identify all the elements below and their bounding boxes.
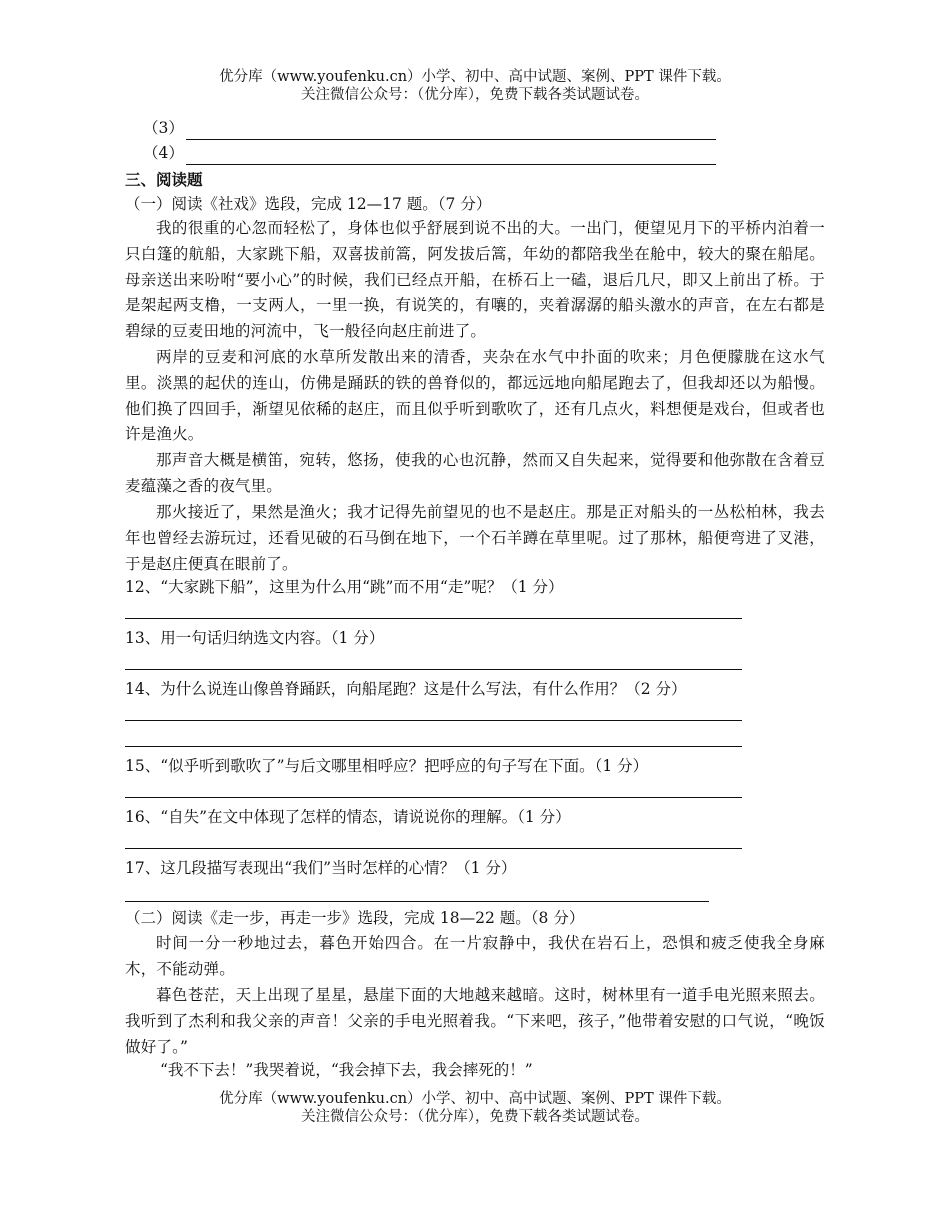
- page-header: [0, 68, 950, 104]
- question-12: 12、“大家跳下船”，这里为什么用“跳”而不用“走”呢？（1 分）: [125, 578, 564, 596]
- header-line-2: 关注微信公众号：（优分库），免费下载各类试题试卷。: [301, 87, 649, 103]
- answer-line[interactable]: [125, 618, 742, 619]
- footer-line-1: 优分库（www.youfenku.cn）小学、初中、高中试题、案例、PPT 课件下载。: [219, 1091, 731, 1107]
- page-footer: [0, 1090, 950, 1126]
- passage-paragraph: 我的很重的心忽而轻松了，身体也似乎舒展到说不出的大。一出门，便望见月下的平桥内泊着一只白篷的航船，大家跳下船，双喜拔前篙，阿发拔后篙，年幼的都陪我坐在舱中，较大的聚在船尾。母亲送出来吩咐“要小心”的时候，我们已经点开船，在桥石上一磕，退后几尺，即又上前出了桥。于是架起两支橹，一支两人，一里一换，有说笑的，有嚷的，夹着潺潺的船头激水的声音，在左右都是碧绿的豆麦田地的河流中，飞一般径向赵庄前进了。: [125, 219, 825, 341]
- blank-underline: [186, 147, 716, 165]
- question-13: 13、用一句话归纳选文内容。（1 分）: [125, 629, 385, 647]
- header-line-1: 优分库（www.youfenku.cn）小学、初中、高中试题、案例、PPT 课件下载。: [219, 69, 731, 85]
- answer-blank-4[interactable]: [143, 141, 716, 165]
- passage-paragraph: 那声音大概是横笛，宛转，悠扬，使我的心也沉静，然而又自失起来，觉得要和他弥散在含着豆麦蕴藻之香的夜气里。: [125, 451, 825, 495]
- question-16: 16、“自失”在文中体现了怎样的情态，请说说你的理解。（1 分）: [125, 808, 571, 826]
- part2-intro: （二）阅读《走一步，再走一步》选段，完成 18—22 题。（8 分）: [125, 909, 585, 927]
- passage-paragraph: 那火接近了，果然是渔火；我才记得先前望见的也不是赵庄。那是正对船头的一丛松柏林，我去年也曾经去游玩过，还看见破的石马倒在地下，一个石羊蹲在草里呢。过了那林，船便弯进了叉港，于是赵庄便真在眼前了。: [125, 503, 825, 573]
- blank-label: （4）: [143, 144, 184, 162]
- part1-intro: （一）阅读《社戏》选段，完成 12—17 题。（7 分）: [125, 195, 492, 213]
- answer-line[interactable]: [125, 669, 742, 670]
- section-title: 三、阅读题: [125, 171, 203, 189]
- answer-line[interactable]: [125, 797, 742, 798]
- question-15: 15、“似乎听到歌吹了”与后文哪里相呼应？把呼应的句子写在下面。（1 分）: [125, 757, 649, 775]
- answer-line[interactable]: [125, 720, 742, 721]
- answer-line[interactable]: [125, 746, 742, 747]
- blank-label: （3）: [143, 119, 184, 137]
- answer-line[interactable]: [125, 848, 742, 849]
- answer-blank-3[interactable]: [143, 116, 716, 140]
- footer-line-2: 关注微信公众号：（优分库），免费下载各类试题试卷。: [301, 1109, 649, 1125]
- passage-paragraph: 时间一分一秒地过去，暮色开始四合。在一片寂静中，我伏在岩石上，恐惧和疲乏使我全身麻木，不能动弹。: [125, 934, 825, 978]
- blank-underline: [186, 122, 716, 140]
- question-17: 17、这几段描写表现出“我们”当时怎样的心情？（1 分）: [125, 859, 517, 877]
- answer-line[interactable]: [125, 901, 709, 902]
- question-14: 14、为什么说连山像兽脊踊跃，向船尾跑？这是什么写法，有什么作用？（2 分）: [125, 680, 687, 698]
- dialog-line: “我不下去！”我哭着说，“我会掉下去，我会摔死的！”: [160, 1061, 533, 1079]
- passage-paragraph: 两岸的豆麦和河底的水草所发散出来的清香，夹杂在水气中扑面的吹来；月色便朦胧在这水气里。淡黑的起伏的连山，仿佛是踊跃的铁的兽脊似的，都远远地向船尾跑去了，但我却还以为船慢。他们换了四回手，渐望见依稀的赵庄，而且似乎听到歌吹了，还有几点火，料想便是戏台，但或者也许是渔火。: [125, 348, 825, 444]
- passage-paragraph: 暮色苍茫，天上出现了星星，悬崖下面的大地越来越暗。这时，树林里有一道手电光照来照去。我听到了杰利和我父亲的声音！父亲的手电光照着我。“下来吧，孩子，”他带着安慰的口气说，“晚饭做好了。”: [125, 986, 825, 1056]
